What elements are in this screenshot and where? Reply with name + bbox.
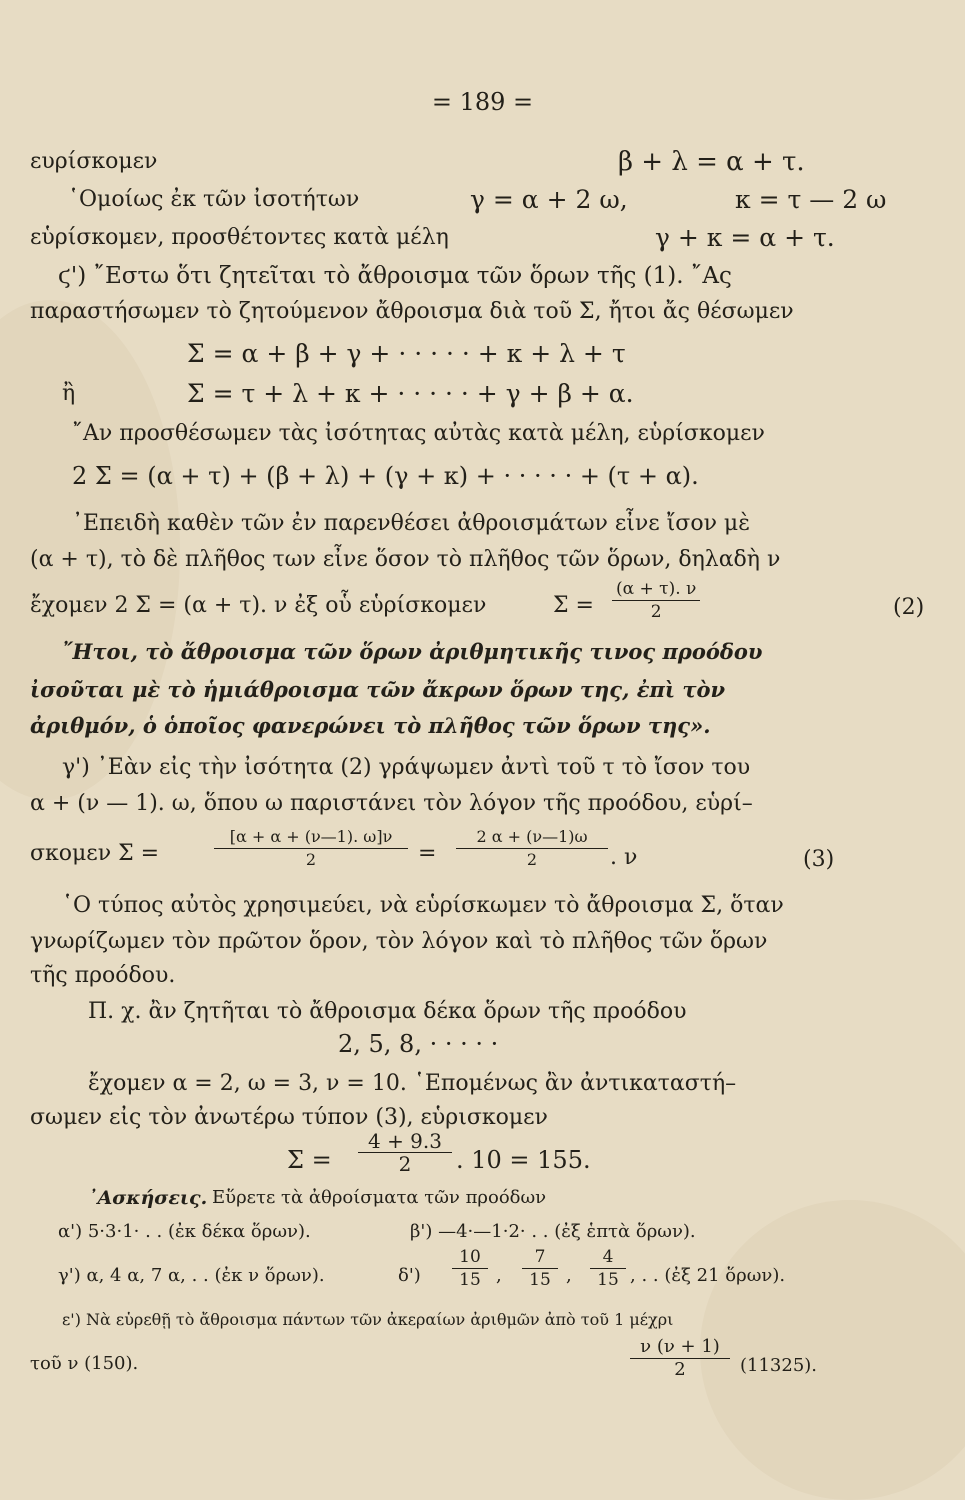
- text-line: σκομεν Σ =: [30, 841, 160, 866]
- text-line: ῾Ο τύπος αὐτὸς χρησιμεύει, νὰ εὑρίσκωμεν τὸ ἄθροισμα Σ, ὅταν: [62, 893, 784, 918]
- equation: 2 Σ = (α + τ) + (β + λ) + (γ + κ) + · · · · · + (τ + α).: [72, 462, 699, 490]
- text-line: ἢ: [62, 381, 76, 406]
- text-line: εὑρίσκομεν, προσθέτοντες κατὰ μέλη: [30, 225, 449, 250]
- text-line: γνωρίζωμεν τὸν πρῶτον ὅρον, τὸν λόγον καὶ τὸ πλῆθος τῶν ὅρων: [30, 929, 768, 954]
- exercise-item: γ') α, 4 α, 7 α, . . (ἐκ ν ὅρων).: [58, 1265, 325, 1286]
- fraction: [452, 1246, 488, 1291]
- text-line: ᾿Επειδὴ καθὲν τῶν ἐν παρενθέσει ἀθροισμάτων εἶνε ἴσον μὲ: [72, 511, 751, 536]
- exercises-title: ᾿Ασκήσεις.: [88, 1187, 208, 1209]
- fraction: [590, 1246, 626, 1291]
- exercises-intro: Εὕρετε τὰ ἀθροίσματα τῶν προόδων: [212, 1187, 547, 1208]
- equation: γ = α + 2 ω,: [470, 185, 628, 214]
- text-line: ῾Ομοίως ἐκ τῶν ἰσοτήτων: [68, 187, 360, 212]
- equation: 2, 5, 8, · · · · ·: [338, 1030, 499, 1058]
- fraction: [214, 826, 408, 871]
- fraction-numerator: [α + α + (ν—1). ω]ν: [214, 826, 408, 849]
- sigma-label: Σ =: [287, 1146, 332, 1174]
- equation: γ + κ = α + τ.: [655, 223, 835, 252]
- equation-tag: (3): [803, 847, 835, 872]
- equation: κ = τ — 2 ω: [735, 185, 887, 214]
- text-line: σωμεν εἰς τὸν ἀνωτέρω τύπον (3), εὑρισκομεν: [30, 1105, 548, 1130]
- fraction-numerator: 10: [452, 1246, 488, 1269]
- text-line: ευρίσκομεν: [30, 149, 158, 174]
- exercise-item: β') —4·—1·2· . . (ἐξ ἑπτὰ ὅρων).: [410, 1221, 696, 1242]
- text-line: α + (ν — 1). ω, ὅπου ω παριστάνει τὸν λόγον τῆς προόδου, εὑρί–: [30, 791, 753, 816]
- theorem-line: ἰσοῦται μὲ τὸ ἡμιάθροισμα τῶν ἄκρων ὅρων της, ἐπὶ τὸν: [30, 677, 726, 702]
- text-line: ἔχομεν α = 2, ω = 3, ν = 10. ῾Επομένως ἂν ἀντικαταστή–: [88, 1071, 737, 1096]
- sigma-label: Σ =: [553, 593, 594, 618]
- text-line: παραστήσωμεν τὸ ζητούμενον ἄθροισμα διὰ τοῦ Σ, ἤτοι ἄς θέσωμεν: [30, 299, 794, 324]
- text-line: γ') ᾿Εὰν εἰς τὴν ἰσότητα (2) γράψωμεν ἀντὶ τοῦ τ τὸ ἴσον του: [62, 755, 751, 780]
- paper-stain: [700, 1200, 965, 1500]
- fraction: [522, 1246, 558, 1291]
- comma: ,: [566, 1265, 572, 1286]
- comma: ,: [496, 1265, 502, 1286]
- equation: Σ = α + β + γ + · · · · · + κ + λ + τ: [187, 339, 626, 368]
- fraction-numerator: 4: [590, 1246, 626, 1269]
- exercise-label: δ'): [398, 1265, 421, 1286]
- fraction-denominator: 2: [526, 850, 538, 869]
- fraction-numerator: ν (ν + 1): [630, 1336, 730, 1359]
- fraction: [630, 1336, 730, 1381]
- text-line: ἔχομεν 2 Σ = (α + τ). ν ἐξ οὗ εὑρίσκομεν: [30, 593, 487, 618]
- fraction-denominator: 2: [650, 602, 662, 622]
- text-line: ϛ') ῎Εστω ὅτι ζητεῖται τὸ ἄθροισμα τῶν ὅρων τῆς (1). ῎Ας: [58, 263, 732, 289]
- exercise-item: , . . (ἐξ 21 ὅρων).: [630, 1265, 786, 1286]
- fraction-numerator: 2 α + (ν—1)ω: [456, 826, 608, 849]
- fraction-numerator: (α + τ). ν: [612, 578, 700, 601]
- equation: Σ = τ + λ + κ + · · · · · + γ + β + α.: [187, 379, 634, 408]
- fraction-denominator: 15: [597, 1270, 619, 1290]
- fraction-denominator: 15: [459, 1270, 481, 1290]
- text-line: Π. χ. ἂν ζητῆται τὸ ἄθροισμα δέκα ὅρων τῆς προόδου: [88, 999, 687, 1024]
- fraction: [456, 826, 608, 871]
- equation: . 10 = 155.: [456, 1146, 591, 1174]
- fraction-denominator: 15: [529, 1270, 551, 1290]
- fraction: [612, 578, 700, 623]
- text-line: ῎Αν προσθέσωμεν τὰς ἰσότητας αὐτὰς κατὰ μέλη, εὑρίσκομεν: [72, 421, 765, 446]
- fraction-numerator: 4 + 9.3: [358, 1130, 452, 1153]
- theorem-line: ῎Ητοι, τὸ ἄθροισμα τῶν ὅρων ἀριθμητικῆς τινος προόδου: [62, 639, 763, 664]
- equation: . ν: [610, 845, 638, 870]
- equation-tag: (2): [893, 595, 925, 620]
- fraction-denominator: 2: [398, 1152, 412, 1176]
- text-line: (α + τ), τὸ δὲ πλῆθος των εἶνε ὅσον τὸ πλῆθος τῶν ὅρων, δηλαδὴ ν: [30, 547, 781, 572]
- fraction-denominator: 2: [305, 850, 317, 869]
- exercise-item: α') 5·3·1· . . (ἐκ δέκα ὅρων).: [58, 1221, 311, 1242]
- fraction-denominator: 2: [674, 1359, 686, 1380]
- text-line: τῆς προόδου.: [30, 963, 176, 988]
- equation: β + λ = α + τ.: [618, 147, 805, 177]
- exercise-item: τοῦ ν (150).: [30, 1353, 139, 1374]
- exercise-answer: (11325).: [740, 1355, 818, 1376]
- fraction-numerator: 7: [522, 1246, 558, 1269]
- equals-sign: =: [418, 841, 437, 866]
- exercise-item: ε') Νὰ εὑρεθῇ τὸ ἄθροισμα πάντων τῶν ἀκεραίων ἀριθμῶν ἀπὸ τοῦ 1 μέχρι: [62, 1310, 674, 1329]
- theorem-line: ἀριθμόν, ὁ ὁποῖος φανερώνει τὸ πλῆθος τῶν ὅρων της».: [30, 713, 711, 738]
- page-number: = 189 =: [431, 88, 534, 116]
- fraction: [358, 1130, 452, 1175]
